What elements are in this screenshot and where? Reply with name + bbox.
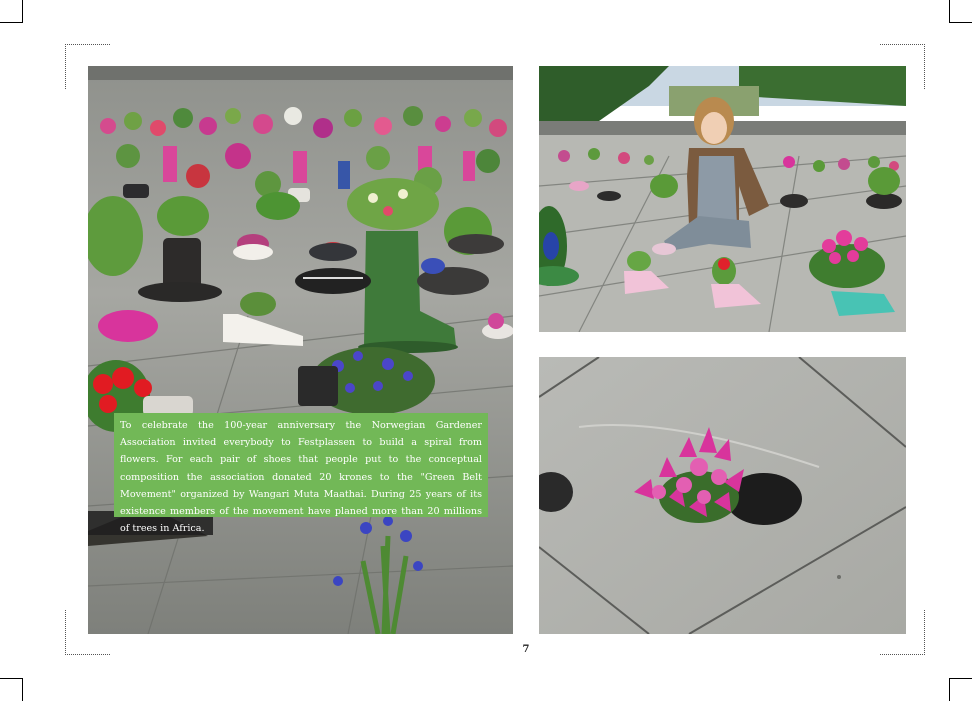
shoe-planters-square-photo [88, 66, 513, 634]
cyclamen-in-pavement-photo [539, 357, 906, 634]
crop-mark-bottom-left [0, 678, 23, 701]
child-with-shoe-planters-photo [539, 66, 906, 332]
caption-box [114, 413, 488, 535]
crop-mark-top-left [0, 0, 23, 23]
caption-text: To celebrate the 100-year anniversary the Norwegian Gardener Association invited everybody to Festplassen to build a spiral from flowers. For each pair of shoes that people put to the conceptual composition the association donated 20 krones to the "Green Belt Movement" organized by Wangari Muta Maathai. During 25 years of its existence members of the movement have planed more than 20 millions of trees in Africa. [120, 420, 482, 535]
crop-mark-bottom-right [949, 678, 972, 701]
crop-mark-top-right [949, 0, 972, 23]
page-number: 7 [522, 644, 530, 655]
